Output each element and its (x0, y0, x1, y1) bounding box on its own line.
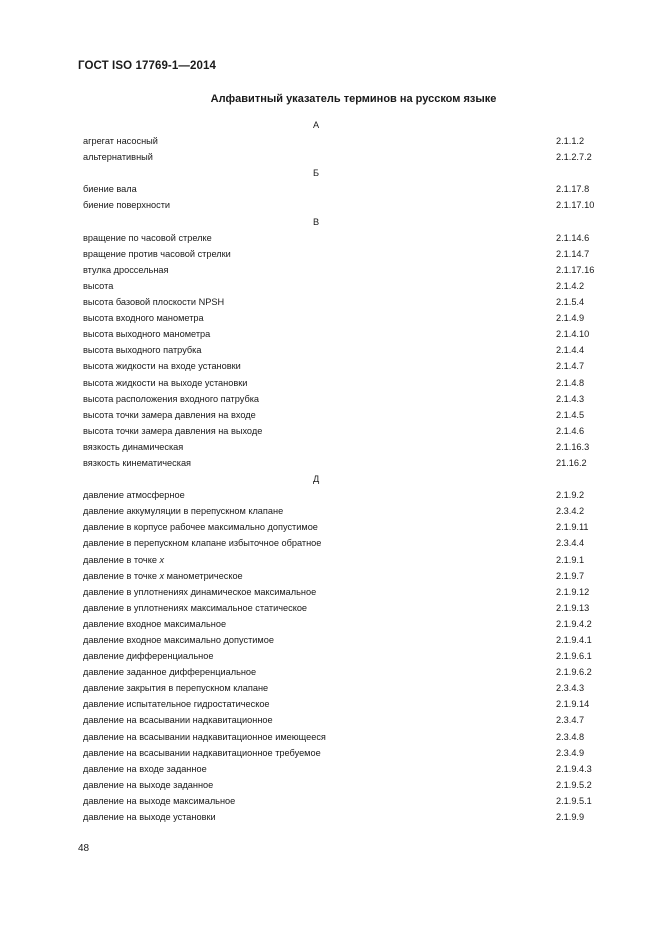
letter-heading (83, 117, 603, 133)
entry-term: высота точки замера давления на выходе (83, 425, 263, 436)
entry-number: 2.1.9.5.1 (556, 795, 592, 806)
index-entries (83, 117, 603, 825)
index-entry (83, 181, 603, 197)
index-entry (83, 358, 603, 374)
entry-term: вязкость динамическая (83, 441, 184, 452)
entry-number: 2.1.4.9 (556, 313, 585, 324)
index-entry (83, 278, 603, 294)
entry-number: 2.1.17.16 (556, 264, 595, 275)
entry-number: 21.16.2 (556, 457, 587, 468)
entry-term: давление атмосферное (83, 490, 185, 501)
index-entry (83, 487, 603, 503)
entry-number: 2.1.9.6.1 (556, 651, 592, 662)
entry-number: 2.1.9.4.3 (556, 763, 592, 774)
index-entry (83, 133, 603, 149)
index-entry (83, 616, 603, 632)
entry-term: высота (83, 280, 114, 291)
entry-term: высота базовой плоскости NPSH (83, 297, 225, 308)
entry-term (83, 568, 243, 584)
index-entry (83, 262, 603, 278)
index-entry (83, 696, 603, 712)
entry-term: давление на всасывании надкавитационное (83, 715, 273, 726)
entry-number: 2.1.4.4 (556, 345, 585, 356)
entry-number: 2.3.4.2 (556, 506, 585, 517)
entry-number: 2.1.4.10 (556, 329, 590, 340)
entry-term: высота жидкости на выходе установки (83, 377, 248, 388)
entry-number: 2.1.9.13 (556, 602, 590, 613)
entry-number: 2.3.4.8 (556, 731, 585, 742)
entry-term: агрегат насосный (83, 136, 158, 147)
entry-term: высота выходного патрубка (83, 345, 202, 356)
entry-term: давление в корпусе рабочее максимально допустимое (83, 522, 318, 533)
index-entry (83, 777, 603, 793)
entry-term: высота жидкости на входе установки (83, 361, 241, 372)
entry-term: вращение по часовой стрелке (83, 232, 212, 243)
entry-number: 2.1.14.6 (556, 232, 590, 243)
index-title: Алфавитный указатель терминов на русском языке (210, 93, 497, 105)
entry-term-part: давление в точке (83, 554, 160, 565)
entry-term: высота точки замера давления на входе (83, 409, 256, 420)
letter-heading-text: Б (313, 168, 320, 179)
entry-number: 2.1.14.7 (556, 248, 590, 259)
entry-term: давление на выходе заданное (83, 779, 214, 790)
entry-number: 2.1.9.11 (556, 522, 589, 533)
index-entry (83, 761, 603, 777)
index-entry (83, 439, 603, 455)
entry-number: 2.1.9.9 (556, 812, 585, 823)
index-entry (83, 246, 603, 262)
index-entry (83, 745, 603, 761)
entry-term: давление на выходе максимальное (83, 795, 236, 806)
index-entry (83, 809, 603, 825)
entry-term: давление входное максимально допустимое (83, 635, 274, 645)
index-entry (83, 680, 603, 696)
letter-heading-text: Д (313, 474, 320, 485)
entry-term: давление в уплотнениях максимальное статическое (83, 602, 308, 613)
entry-number: 2.1.17.8 (556, 184, 590, 195)
index-entry (83, 632, 603, 648)
entry-number: 2.1.9.4.2 (556, 618, 592, 629)
entry-term: давление в перепускном клапане избыточное обратное (83, 538, 322, 549)
index-entry (83, 423, 603, 439)
entry-term: давление на выходе установки (83, 812, 216, 823)
entry-number: 2.3.4.7 (556, 715, 585, 726)
entry-term-variable: x (159, 554, 165, 565)
index-entry (83, 310, 603, 326)
entry-term-variable: x (159, 570, 165, 581)
document-code: ГОСТ ISO 17769-1—2014 (78, 60, 216, 72)
index-entry (83, 712, 603, 728)
index-entry (83, 342, 603, 358)
entry-number: 2.1.9.14 (556, 699, 590, 710)
entry-number: 2.3.4.3 (556, 683, 585, 694)
entry-term: давление дифференциальное (83, 651, 214, 662)
index-entry (83, 584, 603, 600)
index-entry (83, 729, 603, 745)
entry-term: давление испытательное гидростатическое (83, 699, 270, 710)
index-entry (83, 455, 603, 471)
letter-heading-text: А (313, 120, 320, 130)
entry-number: 2.1.16.3 (556, 441, 590, 452)
entry-term: высота расположения входного патрубка (83, 393, 260, 404)
letter-heading (83, 165, 603, 181)
entry-number: 2.1.9.5.2 (556, 779, 592, 790)
entry-number: 2.1.4.6 (556, 425, 585, 436)
entry-term: давление в уплотнениях динамическое максимальное (83, 586, 317, 597)
entry-number: 2.1.4.3 (556, 393, 585, 404)
index-entry (83, 326, 603, 342)
index-entry (83, 600, 603, 616)
index-entry (83, 552, 603, 568)
letter-heading (83, 471, 603, 487)
index-entry (83, 294, 603, 310)
entry-number: 2.1.9.6.2 (556, 667, 592, 678)
entry-number: 2.1.4.8 (556, 377, 585, 388)
entry-term-part: давление в точке (83, 570, 160, 581)
entry-term: давление на входе заданное (83, 763, 207, 774)
entry-term: альтернативный (83, 152, 153, 163)
entry-number: 2.1.5.4 (556, 297, 585, 308)
entry-term: вращение против часовой стрелки (83, 248, 231, 259)
index-entry (83, 197, 603, 213)
index-entry (83, 375, 603, 391)
index-entry (83, 407, 603, 423)
entry-term: давление закрытия в перепускном клапане (83, 683, 269, 694)
entry-number: 2.1.4.5 (556, 409, 585, 420)
entry-number: 2.1.9.1 (556, 554, 585, 565)
entry-number: 2.1.4.2 (556, 280, 585, 291)
entry-number: 2.1.9.4.1 (556, 635, 592, 645)
entry-number: 2.1.4.7 (556, 361, 585, 372)
entry-number: 2.1.2.7.2 (556, 152, 592, 163)
index-entry (83, 648, 603, 664)
entry-number: 2.3.4.4 (556, 538, 585, 549)
page-number: 48 (78, 843, 90, 854)
letter-heading-text: В (313, 216, 320, 227)
entry-term: давление аккумуляции в перепускном клапане (83, 506, 284, 517)
index-entry (83, 568, 603, 584)
entry-term: вязкость кинематическая (83, 457, 192, 468)
letter-heading (83, 214, 603, 230)
entry-number: 2.1.9.12 (556, 586, 590, 597)
entry-term-part: манометрическое (164, 570, 243, 581)
entry-number: 2.1.17.10 (556, 200, 595, 211)
entry-term: высота выходного манометра (83, 329, 211, 340)
entry-term: давление входное максимальное (83, 618, 227, 629)
entry-number: 2.1.1.2 (556, 136, 585, 147)
entry-term: втулка дроссельная (83, 264, 169, 275)
index-entry (83, 793, 603, 809)
index-entry (83, 664, 603, 680)
index-entry (83, 503, 603, 519)
entry-term: давление заданное дифференциальное (83, 667, 257, 678)
index-entry (83, 535, 603, 551)
entry-term: давление на всасывании надкавитационное имеющееся (83, 731, 326, 742)
index-entry (83, 149, 603, 165)
entry-term: биение поверхности (83, 200, 171, 211)
index-entry (83, 519, 603, 535)
entry-term (83, 552, 164, 568)
entry-number: 2.3.4.9 (556, 747, 585, 758)
entry-term: давление на всасывании надкавитационное требуемое (83, 747, 321, 758)
entry-term: высота входного манометра (83, 313, 204, 324)
index-entry (83, 391, 603, 407)
entry-number: 2.1.9.7 (556, 570, 585, 581)
index-entry (83, 230, 603, 246)
entry-term: биение вала (83, 184, 137, 195)
entry-number: 2.1.9.2 (556, 490, 585, 501)
